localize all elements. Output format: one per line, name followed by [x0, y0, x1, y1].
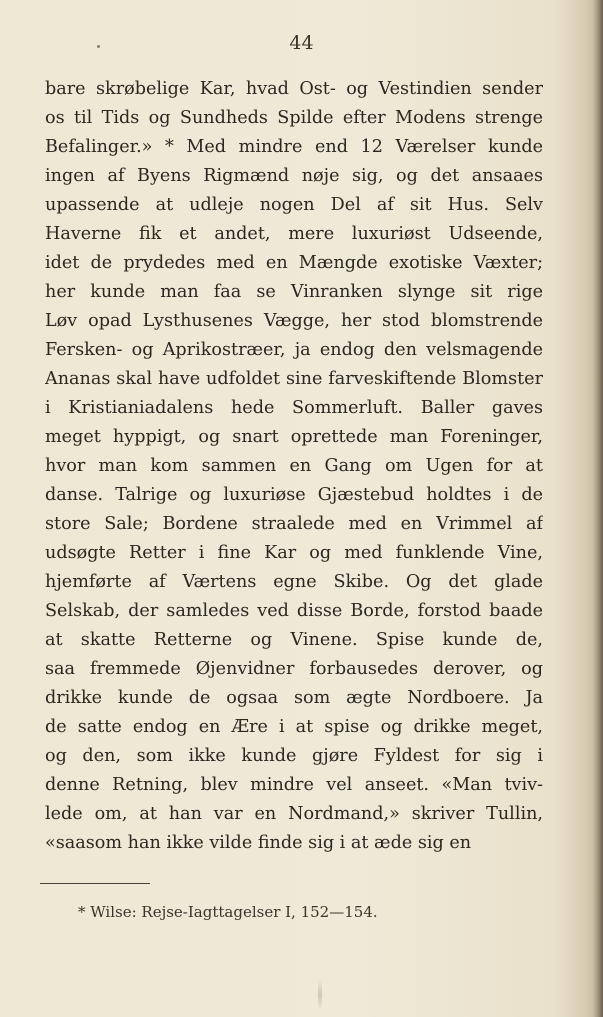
page-edge-shadow: [593, 0, 603, 1017]
text-line: og den, som ikke kunde gjøre Fyldest for sig i: [45, 746, 543, 766]
text-line: saa fremmede Øjenvidner forbausedes derover, og: [45, 659, 543, 679]
text-line: ingen af Byens Rigmænd nøje sig, og det ansaaes: [45, 166, 543, 186]
text-line: Løv opad Lysthusenes Vægge, her stod blomstrende: [45, 311, 543, 331]
text-line: Fersken- og Aprikostræer, ja endog den velsmagende: [45, 340, 543, 360]
footnote-rule: [40, 883, 150, 884]
page-number: 44: [289, 32, 314, 54]
text-line: Selskab, der samledes ved disse Borde, forstod baade: [45, 601, 543, 621]
text-line: Haverne fik et andet, mere luxuriøst Udseende,: [45, 224, 543, 244]
text-line: hjemførte af Værtens egne Skibe. Og det glade: [45, 572, 543, 592]
text-line: drikke kunde de ogsaa som ægte Nordboere. Ja: [45, 688, 543, 708]
footnote: * Wilse: Rejse-Iagttagelser I, 152—154.: [78, 903, 378, 921]
text-line: bare skrøbelige Kar, hvad Ost- og Vestindien sender: [45, 79, 543, 99]
text-line: her kunde man faa se Vinranken slynge sit rige: [45, 282, 543, 302]
text-line: hvor man kom sammen en Gang om Ugen for at: [45, 456, 543, 476]
text-line: at skatte Retterne og Vinene. Spise kunde de,: [45, 630, 543, 650]
text-line: Befalinger.» * Med mindre end 12 Værelser kunde: [45, 137, 543, 157]
text-line: udsøgte Retter i fine Kar og med funklende Vine,: [45, 543, 543, 563]
text-line: lede om, at han var en Nordmand,» skriver Tullin,: [45, 804, 543, 824]
body-text: [45, 75, 543, 858]
text-line: de satte endog en Ære i at spise og drikke meget,: [45, 717, 543, 737]
text-line: os til Tids og Sundheds Spilde efter Modens strenge: [45, 108, 543, 128]
paper-smudge: [318, 980, 322, 1010]
text-line: denne Retning, blev mindre vel anseet. «Man tviv-: [45, 775, 543, 795]
text-line: «saasom han ikke vilde finde sig i at æde sig en: [45, 833, 472, 853]
text-line: store Sale; Bordene straalede med en Vrimmel af: [45, 514, 543, 534]
text-line: upassende at udleje nogen Del af sit Hus. Selv: [45, 195, 543, 215]
text-line: idet de prydedes med en Mængde exotiske Væxter;: [45, 253, 543, 273]
text-line: Ananas skal have udfoldet sine farveskiftende Blomster: [45, 369, 543, 389]
text-line: danse. Talrige og luxuriøse Gjæstebud holdtes i de: [45, 485, 543, 505]
text-line: meget hyppigt, og snart oprettede man Foreninger,: [45, 427, 543, 447]
text-line: i Kristianiadalens hede Sommerluft. Baller gaves: [45, 398, 543, 418]
